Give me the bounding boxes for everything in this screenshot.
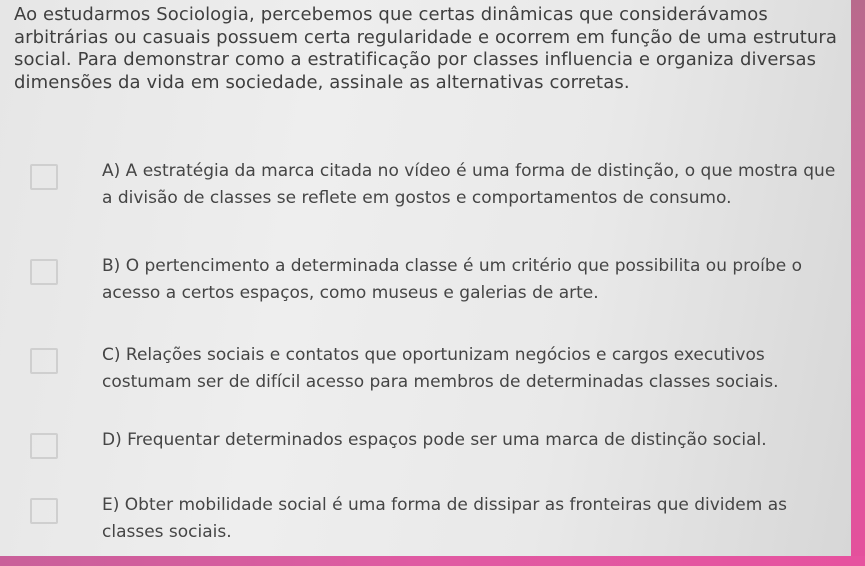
option-d-label: D) Frequentar determinados espaços pode ser uma marca de distinção social.: [102, 430, 767, 450]
background-edge-bottom: [0, 556, 865, 566]
question-text: Ao estudarmos Sociologia, percebemos que certas dinâmicas que considerávamos arbitrárias ou casuais possuem certa regularidade e ocorrem em função de uma estrutura social. Para demonstrar como a estratificação por classes influencia e organiza diversas dimensões da vida em sociedade, assinale as alternativas corretas.: [14, 4, 838, 93]
option-c-checkbox[interactable]: [30, 348, 58, 374]
option-b-label: B) O pertencimento a determinada classe é um critério que possibilita ou proíbe o acesso a certos espaços, como museus e galerias de arte.: [102, 256, 802, 303]
option-d-checkbox[interactable]: [30, 433, 58, 459]
option-e[interactable]: [30, 492, 855, 546]
option-c-label: C) Relações sociais e contatos que oportunizam negócios e cargos executivos costumam ser de difícil acesso para membros de determinadas classes sociais.: [102, 345, 779, 392]
background-edge-right: [851, 0, 865, 566]
option-a-label: A) A estratégia da marca citada no vídeo é uma forma de distinção, o que mostra que a divisão de classes se reflete em gostos e comportamentos de consumo.: [102, 161, 836, 208]
option-b-checkbox[interactable]: [30, 259, 58, 285]
option-d[interactable]: [30, 427, 855, 459]
option-e-label: E) Obter mobilidade social é uma forma de dissipar as fronteiras que dividem as classes sociais.: [102, 495, 787, 542]
option-e-checkbox[interactable]: [30, 498, 58, 524]
option-b[interactable]: [30, 253, 855, 307]
option-a[interactable]: [30, 158, 855, 212]
option-c[interactable]: [30, 342, 855, 396]
option-a-checkbox[interactable]: [30, 164, 58, 190]
